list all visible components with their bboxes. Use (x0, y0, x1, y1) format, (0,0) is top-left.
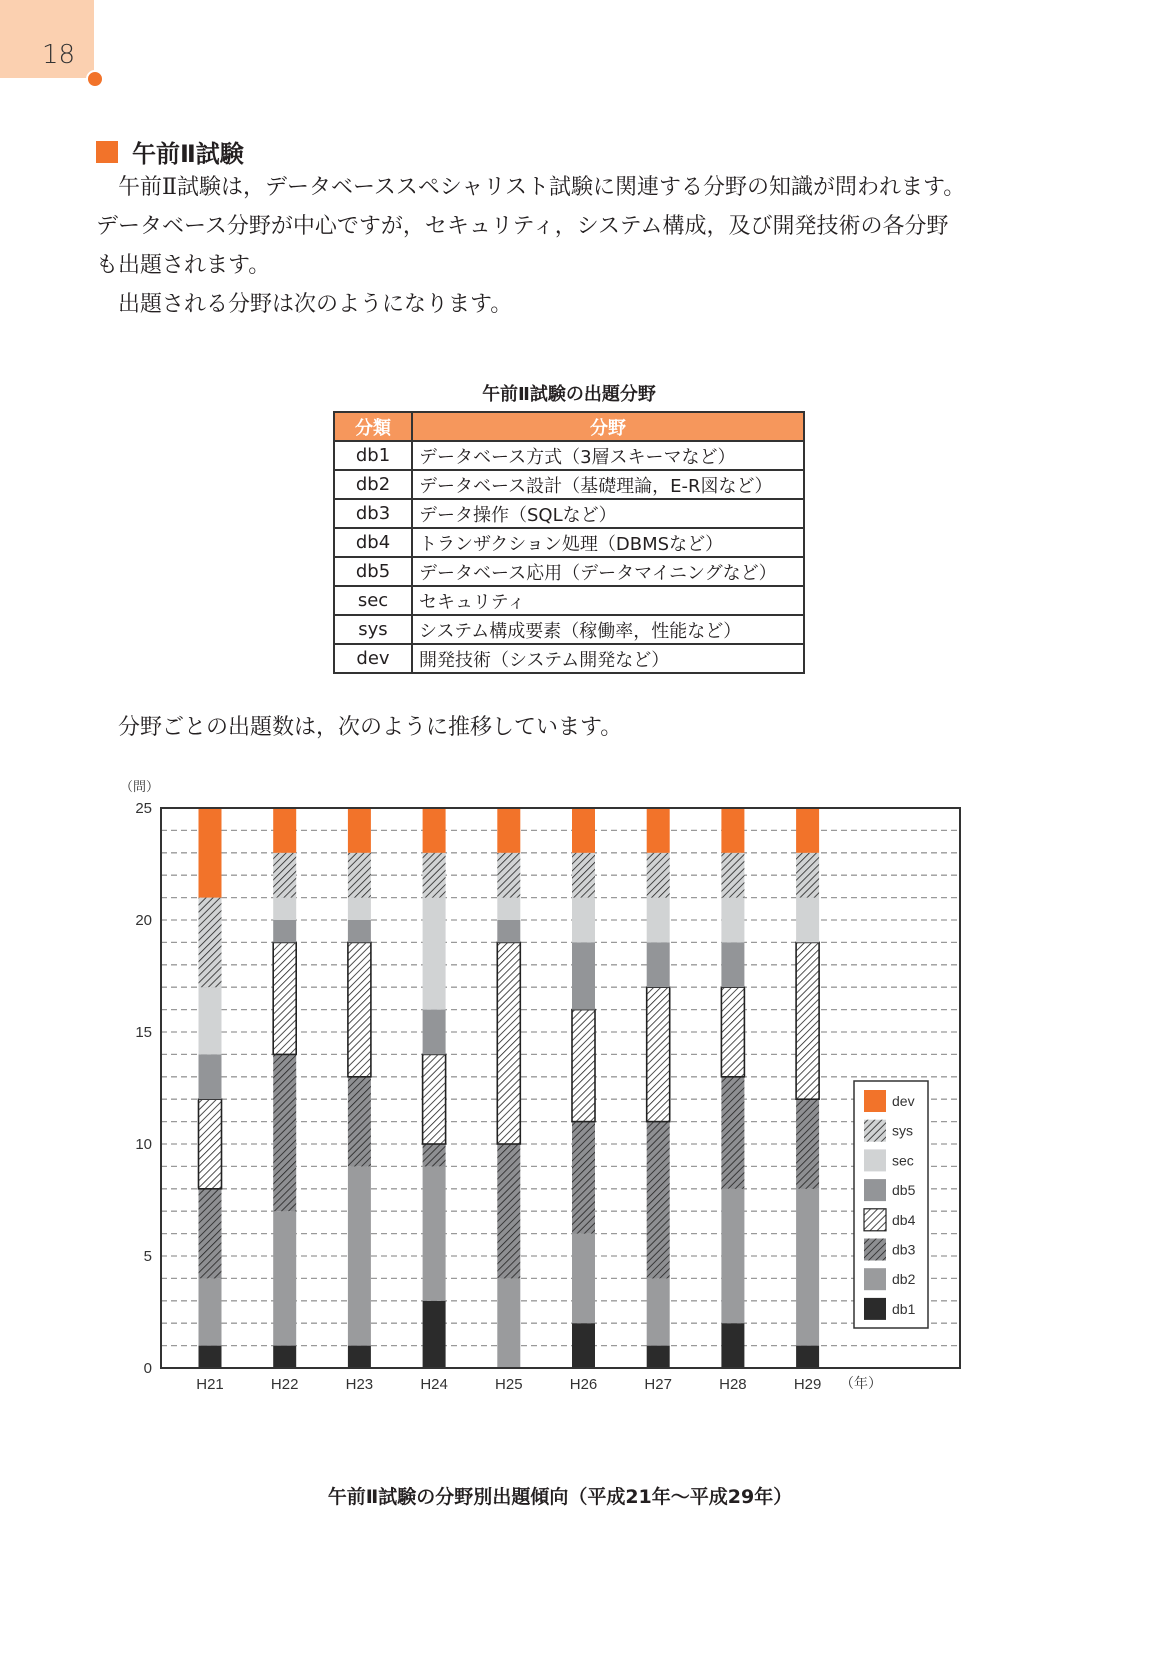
x-tick-label: H23 (345, 1376, 374, 1393)
bar-segment-sec (273, 898, 296, 920)
chart-intro: 分野ごとの出題数は，次のように推移しています。 (96, 715, 623, 740)
x-tick-label: H28 (719, 1376, 747, 1393)
bar-segment-db3 (647, 1122, 670, 1279)
bar-segment-db2 (423, 1166, 446, 1300)
bar-segment-dev (647, 808, 670, 853)
field-description: データ操作（SQLなど） (412, 499, 804, 528)
field-description: データベース応用（データマイニングなど） (412, 557, 804, 586)
bar-segment-sys (721, 853, 744, 898)
y-tick-label: 0 (143, 1360, 152, 1377)
legend-swatch (864, 1120, 886, 1142)
bar-segment-db2 (199, 1278, 222, 1345)
y-tick-label: 5 (143, 1248, 152, 1265)
legend-label: db4 (892, 1211, 916, 1228)
legend-label: db3 (892, 1241, 916, 1258)
bar-segment-sec (348, 898, 371, 920)
bar-segment-db3 (497, 1144, 520, 1278)
x-tick-label: H27 (644, 1376, 672, 1393)
legend-swatch (864, 1239, 886, 1261)
category-code: db3 (334, 499, 412, 528)
legend-label: sec (892, 1152, 914, 1169)
legend-swatch (864, 1179, 886, 1201)
bar-segment-db2 (273, 1211, 296, 1345)
y-tick-label: 15 (135, 1024, 152, 1041)
y-tick-label: 20 (135, 912, 152, 929)
bar-segment-db1 (423, 1301, 446, 1368)
bar-segment-db5 (497, 920, 520, 942)
bar-segment-sec (647, 898, 670, 943)
field-description: セキュリティ (412, 586, 804, 615)
y-tick-label: 10 (135, 1136, 152, 1153)
bar-segment-db1 (647, 1346, 670, 1368)
bar-segment-db3 (423, 1144, 446, 1166)
bar-segment-db2 (647, 1278, 670, 1345)
legend-label: db1 (892, 1300, 916, 1317)
field-description: システム構成要素（稼働率，性能など） (412, 615, 804, 644)
legend-swatch (864, 1209, 886, 1231)
legend-label: dev (892, 1093, 915, 1109)
legend-swatch (864, 1149, 886, 1171)
x-tick-label: H25 (495, 1376, 523, 1393)
category-code: db1 (334, 441, 412, 470)
category-code: sec (334, 586, 412, 615)
bar-segment-db1 (348, 1346, 371, 1368)
bar-segment-sys (273, 853, 296, 898)
bar-segment-db4 (572, 1010, 595, 1122)
bar-segment-dev (348, 808, 371, 853)
section-heading-text: 午前Ⅱ試験 (132, 140, 244, 168)
category-code: db2 (334, 470, 412, 499)
bar-segment-db1 (796, 1346, 819, 1368)
x-axis-label: （年） (840, 1376, 882, 1392)
bar-segment-db2 (497, 1278, 520, 1368)
field-description: データベース方式（3層スキーマなど） (412, 441, 804, 470)
bar-segment-db2 (348, 1166, 371, 1345)
bar-segment-db1 (572, 1323, 595, 1368)
x-tick-label: H26 (569, 1376, 598, 1393)
bar-segment-dev (721, 808, 744, 853)
bar-segment-dev (273, 808, 296, 853)
table-header-category: 分類 (334, 412, 412, 441)
category-code: sys (334, 615, 412, 644)
bar-segment-sec (721, 898, 744, 943)
paragraph-line: 午前Ⅱ試験は，データベーススペシャリスト試験に関連する分野の知識が問われます。 (96, 175, 966, 200)
x-tick-label: H22 (270, 1376, 299, 1393)
bar-segment-sys (647, 853, 670, 898)
paragraph-line: データベース分野が中心ですが，セキュリティ，システム構成，及び開発技術の各分野 (96, 214, 949, 239)
bar-segment-db5 (647, 942, 670, 987)
bar-segment-db3 (199, 1189, 222, 1279)
bar-segment-sec (497, 898, 520, 920)
legend-swatch (864, 1298, 886, 1320)
bar-segment-db1 (199, 1346, 222, 1368)
bar-segment-sec (572, 898, 595, 943)
field-description: トランザクション処理（DBMSなど） (412, 528, 804, 557)
paragraph-line: も出題されます。 (96, 253, 271, 278)
bar-segment-db5 (423, 1010, 446, 1055)
bar-segment-db5 (572, 942, 595, 1009)
page-number: 18 (42, 40, 76, 70)
bar-segment-db3 (273, 1054, 296, 1211)
x-tick-label: H21 (196, 1376, 224, 1393)
bar-segment-db2 (721, 1189, 744, 1323)
category-code: dev (334, 644, 412, 673)
table-caption: 午前Ⅱ試験の出題分野 (482, 384, 656, 405)
x-tick-label: H24 (420, 1376, 448, 1393)
bar-segment-db3 (721, 1077, 744, 1189)
x-tick-label: H29 (793, 1376, 822, 1393)
bar-segment-dev (572, 808, 595, 853)
bar-segment-dev (423, 808, 446, 853)
paragraph-line: 出題される分野は次のようになります。 (96, 292, 513, 317)
legend-label: db2 (892, 1271, 916, 1288)
bar-segment-sys (348, 853, 371, 898)
bar-segment-db3 (348, 1077, 371, 1167)
chart-title: 午前Ⅱ試験の分野別出題傾向（平成21年〜平成29年） (327, 1486, 793, 1508)
field-description: データベース設計（基礎理論，E-R図など） (412, 470, 804, 499)
bar-segment-db4 (423, 1054, 446, 1144)
bar-segment-db2 (796, 1189, 819, 1346)
bar-segment-db3 (572, 1122, 595, 1234)
bar-segment-db5 (273, 920, 296, 942)
bar-segment-sys (497, 853, 520, 898)
bar-segment-sys (199, 898, 222, 988)
bar-segment-db4 (796, 942, 819, 1099)
bar-segment-db5 (348, 920, 371, 942)
legend-swatch (864, 1090, 886, 1112)
bar-segment-db3 (796, 1099, 819, 1189)
bar-segment-sec (796, 898, 819, 943)
bar-segment-db5 (199, 1054, 222, 1099)
bar-segment-sys (796, 853, 819, 898)
bar-segment-db5 (721, 942, 744, 987)
bar-segment-db1 (721, 1323, 744, 1368)
bar-segment-db4 (348, 942, 371, 1076)
field-description: 開発技術（システム開発など） (412, 644, 804, 673)
bar-segment-sec (199, 987, 222, 1054)
bar-segment-db4 (273, 942, 296, 1054)
bar-segment-sys (572, 853, 595, 898)
legend-swatch (864, 1268, 886, 1290)
bar-segment-sys (423, 853, 446, 898)
bar-segment-db1 (273, 1346, 296, 1368)
bar-segment-dev (199, 808, 222, 898)
bar-segment-db4 (721, 987, 744, 1077)
category-code: db4 (334, 528, 412, 557)
legend-label: sys (892, 1122, 913, 1139)
table-header-field: 分野 (412, 412, 804, 441)
bar-segment-dev (497, 808, 520, 853)
bar-segment-db2 (572, 1234, 595, 1324)
bar-segment-dev (796, 808, 819, 853)
bar-segment-db4 (497, 942, 520, 1144)
legend-label: db5 (892, 1182, 916, 1199)
y-tick-label: 25 (135, 800, 152, 817)
legend-box (854, 1081, 928, 1328)
bar-segment-db4 (647, 987, 670, 1121)
y-axis-label: （問） (120, 780, 160, 795)
bar-segment-db4 (199, 1099, 222, 1189)
legend (854, 1081, 928, 1328)
bar-segment-sec (423, 898, 446, 1010)
category-code: db5 (334, 557, 412, 586)
